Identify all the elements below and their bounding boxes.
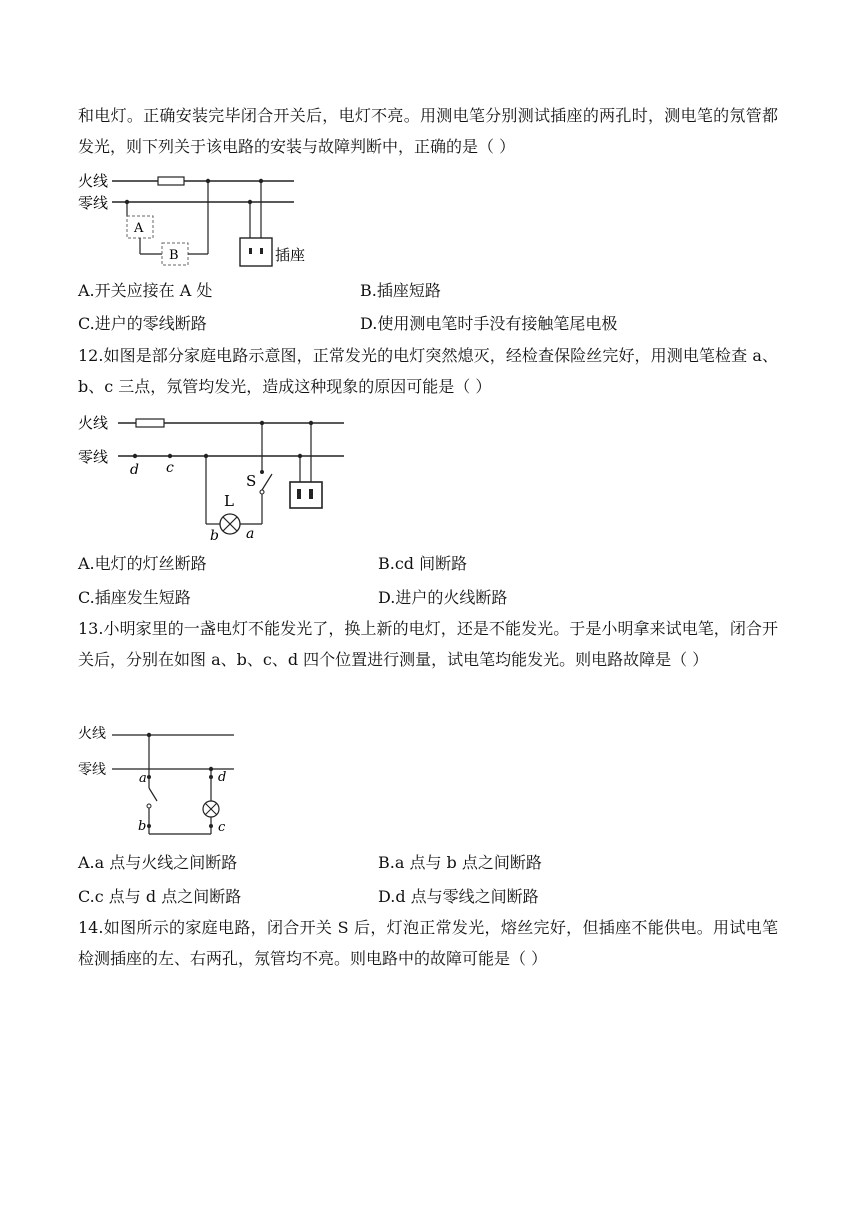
q11-neutral-label: 零线 <box>78 194 109 212</box>
q12-point-c: c <box>166 460 174 476</box>
q12-fuse <box>136 419 164 427</box>
q12-text: 12.如图是部分家庭电路示意图，正常发光的电灯突然熄灭，经检查保险丝完好，用测电笔检查 a、b、c 三点，氖管均发光，造成这种现象的原因可能是（ ） <box>78 346 778 396</box>
q12-point-d: d <box>130 462 139 478</box>
q13-point-c: c <box>218 820 226 835</box>
q13-point-d: d <box>218 770 227 785</box>
q11-option-b: B.插座短路 <box>360 281 441 300</box>
q13-point-b: b <box>138 819 147 834</box>
q12-socket <box>290 482 322 508</box>
q11-live-label: 火线 <box>78 172 109 190</box>
q13-option-a: A.a 点与火线之间断路 <box>78 853 238 872</box>
q13-live-label: 火线 <box>78 726 106 742</box>
q13-circuit-figure <box>78 722 248 840</box>
q13-option-c: C.c 点与 d 点之间断路 <box>78 887 242 906</box>
q11-box-b-label: B <box>169 248 179 263</box>
q12-point-a: a <box>246 526 255 542</box>
q14-text: 14.如图所示的家庭电路，闭合开关 S 后，灯泡正常发光，熔丝完好，但插座不能供电。用试电笔检测插座的左、右两孔，氖管均不亮。则电路中的故障可能是（ ） <box>78 918 778 968</box>
q13-option-d: D.d 点与零线之间断路 <box>378 887 539 906</box>
q12-option-a: A.电灯的灯丝断路 <box>78 554 207 573</box>
q12-live-label: 火线 <box>78 414 109 432</box>
q11-box-a-label: A <box>134 221 144 236</box>
q11-text: 和电灯。正确安装完毕闭合开关后，电灯不亮。用测电笔分别测试插座的两孔时，测电笔的氖管都发光，则下列关于该电路的安装与故障判断中，正确的是（ ） <box>78 106 778 156</box>
q12-option-c: C.插座发生短路 <box>78 588 191 607</box>
q11-socket <box>240 238 272 266</box>
q11-socket-label: 插座 <box>275 246 306 264</box>
q12-option-d: D.进户的火线断路 <box>378 588 508 607</box>
q13-lamp <box>203 801 219 817</box>
q11-option-c: C.进户的零线断路 <box>78 314 207 333</box>
q12-lamp-label: L <box>224 492 234 510</box>
q12-option-b: B.cd 间断路 <box>378 554 468 573</box>
q12-neutral-label: 零线 <box>78 448 109 466</box>
q12-circuit-figure <box>78 410 368 544</box>
q11-option-a: A.开关应接在 A 处 <box>78 281 213 300</box>
q12-switch-label: S <box>246 472 257 490</box>
q13-point-a: a <box>139 771 147 786</box>
q11-option-d: D.使用测电笔时手没有接触笔尾电极 <box>360 314 618 333</box>
q13-neutral-label: 零线 <box>78 762 106 778</box>
q13-option-b: B.a 点与 b 点之间断路 <box>378 853 542 872</box>
q13-text: 13.小明家里的一盏电灯不能发光了，换上新的电灯，还是不能发光。于是小明拿来试电笔，闭合开关后，分别在如图 a、b、c、d 四个位置进行测量，试电笔均能发光。则电路故障是（ ） <box>78 619 778 669</box>
q11-circuit-figure <box>78 168 318 274</box>
q12-point-b: b <box>210 528 219 544</box>
q12-lamp <box>220 514 240 534</box>
q11-fuse <box>158 177 184 185</box>
